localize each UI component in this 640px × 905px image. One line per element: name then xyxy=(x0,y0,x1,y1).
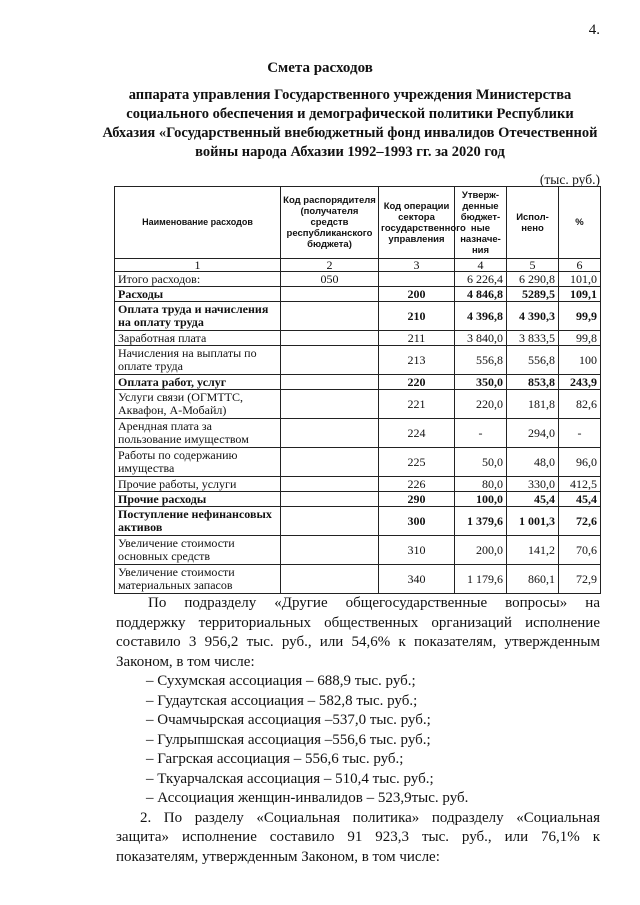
row-percent: - xyxy=(559,419,601,448)
table-row xyxy=(115,272,601,287)
row-operation-code: 340 xyxy=(379,565,455,594)
row-name: Услуги связи (ОГМТТС, Аквафон, А-Мобайл) xyxy=(115,390,281,419)
row-manager-code xyxy=(281,390,379,419)
row-name: Расходы xyxy=(115,287,281,302)
row-percent: 99,8 xyxy=(559,331,601,346)
row-percent: 412,5 xyxy=(559,477,601,492)
row-executed: 853,8 xyxy=(507,375,559,390)
row-executed: 141,2 xyxy=(507,536,559,565)
table-row xyxy=(115,287,601,302)
table-row xyxy=(115,492,601,507)
column-index-row xyxy=(115,259,601,272)
header-approved: Утверж-денные бюджет-ные назначе-ния xyxy=(455,187,507,259)
row-executed: 3 833,5 xyxy=(507,331,559,346)
row-manager-code xyxy=(281,565,379,594)
budget-table xyxy=(114,186,601,594)
row-name: Увеличение стоимости основных средств xyxy=(115,536,281,565)
row-operation-code: 213 xyxy=(379,346,455,375)
row-percent: 100 xyxy=(559,346,601,375)
header-expense-name: Наименование расходов xyxy=(115,187,281,259)
row-executed: 5289,5 xyxy=(507,287,559,302)
column-index: 1 xyxy=(115,259,281,272)
row-executed: 1 001,3 xyxy=(507,507,559,536)
header-manager-code: Код распорядителя (получателя средств республиканского бюджета) xyxy=(281,187,379,259)
document-subtitle: аппарата управления Государственного учреждения Министерства социального обеспечения и демографической политики Республики Абхазия «Государственный внебюджетный фонд инвалидов Отечественной войны народа Абхазии 1992–1993 гг. за 2020 год xyxy=(102,87,598,160)
row-name: Работы по содержанию имущества xyxy=(115,448,281,477)
row-executed: 6 290,8 xyxy=(507,272,559,287)
list-item: – Ассоциация женщин-инвалидов – 523,9тыс. руб. xyxy=(146,790,469,806)
row-manager-code xyxy=(281,302,379,331)
row-percent: 45,4 xyxy=(559,492,601,507)
row-manager-code xyxy=(281,507,379,536)
row-executed: 330,0 xyxy=(507,477,559,492)
list-item: – Ткуарчалская ассоциация – 510,4 тыс. руб.; xyxy=(146,770,434,787)
row-executed: 556,8 xyxy=(507,346,559,375)
row-name: Оплата труда и начисления на оплату труда xyxy=(115,302,281,331)
row-operation-code: 211 xyxy=(379,331,455,346)
column-index: 5 xyxy=(507,259,559,272)
row-percent: 99,9 xyxy=(559,302,601,331)
row-manager-code: 050 xyxy=(281,272,379,287)
row-name: Прочие работы, услуги xyxy=(115,477,281,492)
row-approved: 350,0 xyxy=(455,375,507,390)
row-approved: 3 840,0 xyxy=(455,331,507,346)
row-percent: 109,1 xyxy=(559,287,601,302)
row-executed: 860,1 xyxy=(507,565,559,594)
row-percent: 243,9 xyxy=(559,375,601,390)
row-manager-code xyxy=(281,287,379,302)
row-manager-code xyxy=(281,419,379,448)
row-operation-code: 224 xyxy=(379,419,455,448)
row-manager-code xyxy=(281,477,379,492)
row-percent: 70,6 xyxy=(559,536,601,565)
list-item: – Гагрская ассоциация – 556,6 тыс. руб.; xyxy=(146,751,404,767)
list-item: – Сухумская ассоциация – 688,9 тыс. руб.; xyxy=(146,673,416,689)
table-row xyxy=(115,302,601,331)
row-executed: 181,8 xyxy=(507,390,559,419)
row-approved: - xyxy=(455,419,507,448)
table-row xyxy=(115,375,601,390)
row-operation-code: 200 xyxy=(379,287,455,302)
row-name: Итого расходов: xyxy=(115,272,281,287)
table-row xyxy=(115,448,601,477)
table-row xyxy=(115,419,601,448)
units-label: (тыс. руб.) xyxy=(539,172,600,187)
row-executed: 294,0 xyxy=(507,419,559,448)
list-item: – Гудаутская ассоциация – 582,8 тыс. руб.; xyxy=(146,692,418,709)
row-manager-code xyxy=(281,375,379,390)
paragraph-social-policy: 2. По разделу «Социальная политика» подразделу «Социальная защита» исполнение составило 91 923,3 тыс. руб., или 76,1% к показателям, утвержденным Законом, в том числе: xyxy=(116,809,600,865)
table-row xyxy=(115,536,601,565)
row-approved: 200,0 xyxy=(455,536,507,565)
page-number: 4. xyxy=(588,22,600,38)
row-operation-code: 210 xyxy=(379,302,455,331)
list-item: – Очамчырская ассоциация –537,0 тыс. руб.; xyxy=(146,712,431,728)
row-percent: 96,0 xyxy=(559,448,601,477)
row-name: Арендная плата за пользование имуществом xyxy=(115,419,281,448)
row-operation-code: 226 xyxy=(379,477,455,492)
row-name: Начисления на выплаты по оплате труда xyxy=(115,346,281,375)
row-operation-code: 290 xyxy=(379,492,455,507)
row-name: Заработная плата xyxy=(115,331,281,346)
row-approved: 4 396,8 xyxy=(455,302,507,331)
row-name: Поступление нефинансовых активов xyxy=(115,507,281,536)
row-executed: 4 390,3 xyxy=(507,302,559,331)
row-approved: 1 379,6 xyxy=(455,507,507,536)
row-approved: 220,0 xyxy=(455,390,507,419)
row-name: Увеличение стоимости материальных запасов xyxy=(115,565,281,594)
row-operation-code: 221 xyxy=(379,390,455,419)
row-manager-code xyxy=(281,492,379,507)
column-index: 3 xyxy=(379,259,455,272)
row-percent: 72,9 xyxy=(559,565,601,594)
row-percent: 72,6 xyxy=(559,507,601,536)
column-index: 2 xyxy=(281,259,379,272)
header-percent: % xyxy=(559,187,601,259)
document-title: Смета расходов xyxy=(267,60,373,76)
header-operation-code: Код операции сектора государственного управления xyxy=(379,187,455,259)
row-approved: 1 179,6 xyxy=(455,565,507,594)
row-name: Оплата работ, услуг xyxy=(115,375,281,390)
row-approved: 80,0 xyxy=(455,477,507,492)
row-approved: 100,0 xyxy=(455,492,507,507)
table-row xyxy=(115,507,601,536)
row-approved: 4 846,8 xyxy=(455,287,507,302)
table-row xyxy=(115,565,601,594)
row-operation-code: 225 xyxy=(379,448,455,477)
row-approved: 6 226,4 xyxy=(455,272,507,287)
list-item: – Гулрыпшская ассоциация –556,6 тыс. руб.; xyxy=(146,731,431,748)
association-list xyxy=(116,672,600,809)
row-executed: 45,4 xyxy=(507,492,559,507)
table-row xyxy=(115,477,601,492)
column-index: 6 xyxy=(559,259,601,272)
row-manager-code xyxy=(281,346,379,375)
row-manager-code xyxy=(281,331,379,346)
row-name: Прочие расходы xyxy=(115,492,281,507)
table-row xyxy=(115,346,601,375)
row-approved: 50,0 xyxy=(455,448,507,477)
row-percent: 101,0 xyxy=(559,272,601,287)
table-row xyxy=(115,390,601,419)
row-operation-code: 300 xyxy=(379,507,455,536)
row-executed: 48,0 xyxy=(507,448,559,477)
column-index: 4 xyxy=(455,259,507,272)
paragraph-other-issues: По подразделу «Другие общегосударственные вопросы» на поддержку территориальных общественных организаций исполнение составило 3 956,2 тыс. руб., или 54,6% к показателям, утвержденным Законом, в том числе: xyxy=(116,595,600,670)
row-percent: 82,6 xyxy=(559,390,601,419)
row-operation-code: 220 xyxy=(379,375,455,390)
row-operation-code: 310 xyxy=(379,536,455,565)
row-manager-code xyxy=(281,448,379,477)
row-manager-code xyxy=(281,536,379,565)
row-approved: 556,8 xyxy=(455,346,507,375)
table-row xyxy=(115,331,601,346)
header-executed: Испол-нено xyxy=(507,187,559,259)
body-text xyxy=(116,594,600,867)
row-operation-code xyxy=(379,272,455,287)
